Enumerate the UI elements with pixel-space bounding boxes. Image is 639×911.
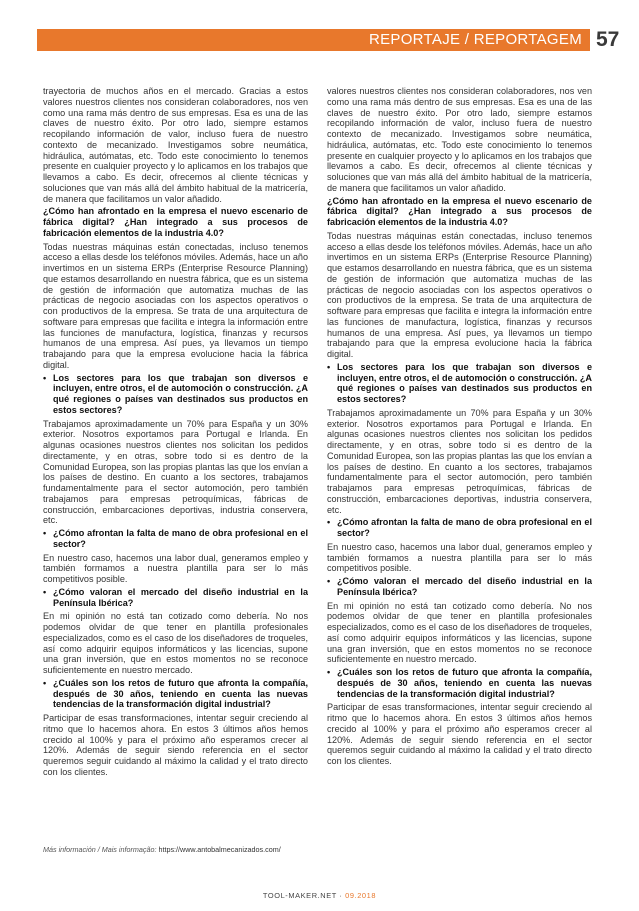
page-footer bbox=[0, 891, 639, 900]
answer-paragraph: En nuestro caso, hacemos una labor dual, generamos empleo y también formamos a nuestra plantilla para ser lo más competitivos posible. bbox=[327, 541, 592, 574]
answer-paragraph: Todas nuestras máquinas están conectadas, incluso tenemos acceso a ellas desde los teléfonos móviles. Además, hace un año invertimos en un sistema ERPs (Enterprise Resource Planning) que estamos desarrollando en nuestra fábrica, que es un sistema de gestión de información que automatiza muchas de las prácticas de negocio asociadas con los aspectos operativos o con productivos de la empresa. Se trata de una arquitectura de software para empresas que facilita e integra la información entre las funciones de manufactura, logística, finanzas y recursos humanos de una empresa. Así pues, ya llevamos un tiempo trabajando para que la empresa evolucione hacia la fábrica digital. bbox=[43, 241, 308, 370]
article-column-right bbox=[327, 86, 592, 841]
section-title: REPORTAJE / REPORTAGEM bbox=[368, 31, 582, 48]
article-column-left bbox=[43, 86, 308, 841]
interview-question: • ¿Cómo valoran el mercado del diseño industrial en la Península Ibérica? bbox=[43, 587, 308, 609]
section-header-bar bbox=[37, 29, 590, 51]
answer-paragraph: Trabajamos aproximadamente un 70% para España y un 30% exterior. Nosotros exportamos para Portugal e Irlanda. En algunas ocasiones nuestros clientes nos solicitan los pedidos directamente, y en otras, sobre todo si es dentro de la Comunidad Europea, son las propias plantas las que los envían a los países de destino. En cuanto a los sectores, trabajamos fundamentalmente para el sector automoción, pero también trabajamos para empresas petroquímicas, fábricas de construcción, embarcaciones deportivas, industria conservera, etc. bbox=[43, 418, 308, 526]
answer-paragraph: Participar de esas transformaciones, intentar seguir creciendo al ritmo que lo hacemos ahora. En estos 3 últimos años hemos crecido al 100% y para el próximo año esperamos crecer al 120%. Además de seguir siendo referencia en el sector queremos seguir cuidando al máximo la calidad y el trato directo con los clientes. bbox=[43, 713, 308, 777]
footer-separator: · bbox=[336, 891, 346, 900]
page-number: 57 bbox=[596, 28, 620, 51]
interview-question: • ¿Cómo afrontan la falta de mano de obra profesional en el sector? bbox=[327, 517, 592, 539]
answer-paragraph: Trabajamos aproximadamente un 70% para España y un 30% exterior. Nosotros exportamos para Portugal e Irlanda. En algunas ocasiones nuestros clientes nos solicitan los pedidos directamente, y en otras, sobre todo si es dentro de la Comunidad Europea, son las propias plantas las que los envían a los países de destino. En cuanto a los sectores, trabajamos fundamentalmente para el sector automoción, pero también trabajamos para empresas petroquímicas, fábricas de construcción, embarcaciones deportivas, industria conservera, etc. bbox=[327, 407, 592, 515]
answer-paragraph: trayectoria de muchos años en el mercado. Gracias a estos valores nuestros clientes nos consideran colaboradores, nos ven como una rama más dentro de sus empresas. Esa es una de las claves de nuestro éxito. Por otro lado, siempre estamos recopilando información de valor, incluso fuera de nuestro contexto de mecanizado. Investigamos sobre neumática, hidráulica, autómatas, etc. Todo este conocimiento lo tenemos presente en cualquier proyecto y lo aplicamos en los trabajos que llevamos a cabo. Es decir, ofrecemos al cliente técnicas y soluciones que van más allá del ámbito habitual de la matricería, de manera que facilitamos un valor añadido. bbox=[43, 86, 308, 204]
answer-paragraph: En mi opinión no está tan cotizado como debería. No nos podemos olvidar de que tener en plantilla profesionales especializados, como es el caso de los diseñadores de troqueles, así como adquirir equipos informáticos y las licencias, supone una gran inversión, que en estos momentos no se reconoce suficientemente en nuestro mercado. bbox=[327, 600, 592, 665]
interview-question: ¿Cómo han afrontado en la empresa el nuevo escenario de fábrica digital? ¿Han integrado a sus procesos de fabricación elementos de la industria 4.0? bbox=[327, 195, 592, 227]
interview-question: • ¿Cómo afrontan la falta de mano de obra profesional en el sector? bbox=[43, 528, 308, 550]
footer-brand: TOOL-MAKER.NET bbox=[262, 891, 337, 900]
more-info-link[interactable]: https://www.antobalmecanizados.com/ bbox=[158, 845, 281, 854]
answer-paragraph: En mi opinión no está tan cotizado como debería. No nos podemos olvidar de que tener en plantilla profesionales especializados, como es el caso de los diseñadores de troqueles, así como adquirir equipos informáticos y las licencias, supone una gran inversión, que en estos momentos no se reconoce suficientemente en nuestro mercado. bbox=[43, 611, 308, 675]
answer-paragraph: En nuestro caso, hacemos una labor dual, generamos empleo y también formamos a nuestra plantilla para ser lo más competitivos posible. bbox=[43, 552, 308, 584]
interview-question: ¿Cómo han afrontado en la empresa el nuevo escenario de fábrica digital? ¿Han integrado a sus procesos de fabricación elementos de la industria 4.0? bbox=[43, 206, 308, 238]
answer-paragraph: Todas nuestras máquinas están conectadas, incluso tenemos acceso a ellas desde los teléfonos móviles. Además, hace un año invertimos en un sistema ERPs (Enterprise Resource Planning) que estamos desarrollando en nuestra fábrica, que es un sistema de gestión de información que automatiza muchas de las prácticas de negocio asociadas con los aspectos operativos o con productivos de la empresa. Se trata de una arquitectura de software para empresas que facilita e integra la información entre las funciones de manufactura, logística, finanzas y recursos humanos de una empresa. Así pues, ya llevamos un tiempo trabajando para que la empresa evolucione hacia la fábrica digital. bbox=[327, 230, 592, 359]
answer-paragraph: valores nuestros clientes nos consideran colaboradores, nos ven como una rama más dentro de sus empresas. Esa es una de las claves de nuestro éxito. Por otro lado, siempre estamos recopilando información de valor, incluso fuera de nuestro contexto de mecanizado. Investigamos sobre neumática, hidráulica, autómatas, etc. Todo este conocimiento lo tenemos presente en cualquier proyecto y lo aplicamos en los trabajos que llevamos a cabo. Es decir, ofrecemos al cliente técnicas y soluciones que van más allá del ámbito habitual de la matricería, de manera que facilitamos un valor añadido. bbox=[327, 86, 592, 193]
interview-question: • Los sectores para los que trabajan son diversos e incluyen, entre otros, el de automoción o construcción. ¿A qué regiones o países van destinados sus productos en estos sectores? bbox=[327, 362, 592, 405]
interview-question: • ¿Cuáles son los retos de futuro que afronta la compañía, después de 30 años, teniendo en cuenta las nuevas tendencias de la transformación digital industrial? bbox=[43, 678, 308, 710]
answer-paragraph: Participar de esas transformaciones, intentar seguir creciendo al ritmo que lo hacemos ahora. En estos 3 últimos años hemos crecido al 100% y para el próximo año esperamos crecer al 120%. Además de seguir siendo referencia en el sector queremos seguir cuidando al máximo la calidad y el trato directo con los clientes. bbox=[327, 702, 592, 766]
interview-question: • ¿Cómo valoran el mercado del diseño industrial en la Península Ibérica? bbox=[327, 576, 592, 598]
interview-question: • Los sectores para los que trabajan son diversos e incluyen, entre otros, el de automoción o construcción. ¿A qué regiones o países van destinados sus productos en estos sectores? bbox=[43, 373, 308, 416]
footer-date: 09.2018 bbox=[345, 891, 377, 900]
more-info-line bbox=[43, 845, 281, 854]
interview-question: • ¿Cuáles son los retos de futuro que afronta la compañía, después de 30 años, teniendo en cuenta las nuevas tendencias de la transformación digital industrial? bbox=[327, 667, 592, 699]
more-info-label: Más información / Mais informação: bbox=[43, 845, 157, 854]
